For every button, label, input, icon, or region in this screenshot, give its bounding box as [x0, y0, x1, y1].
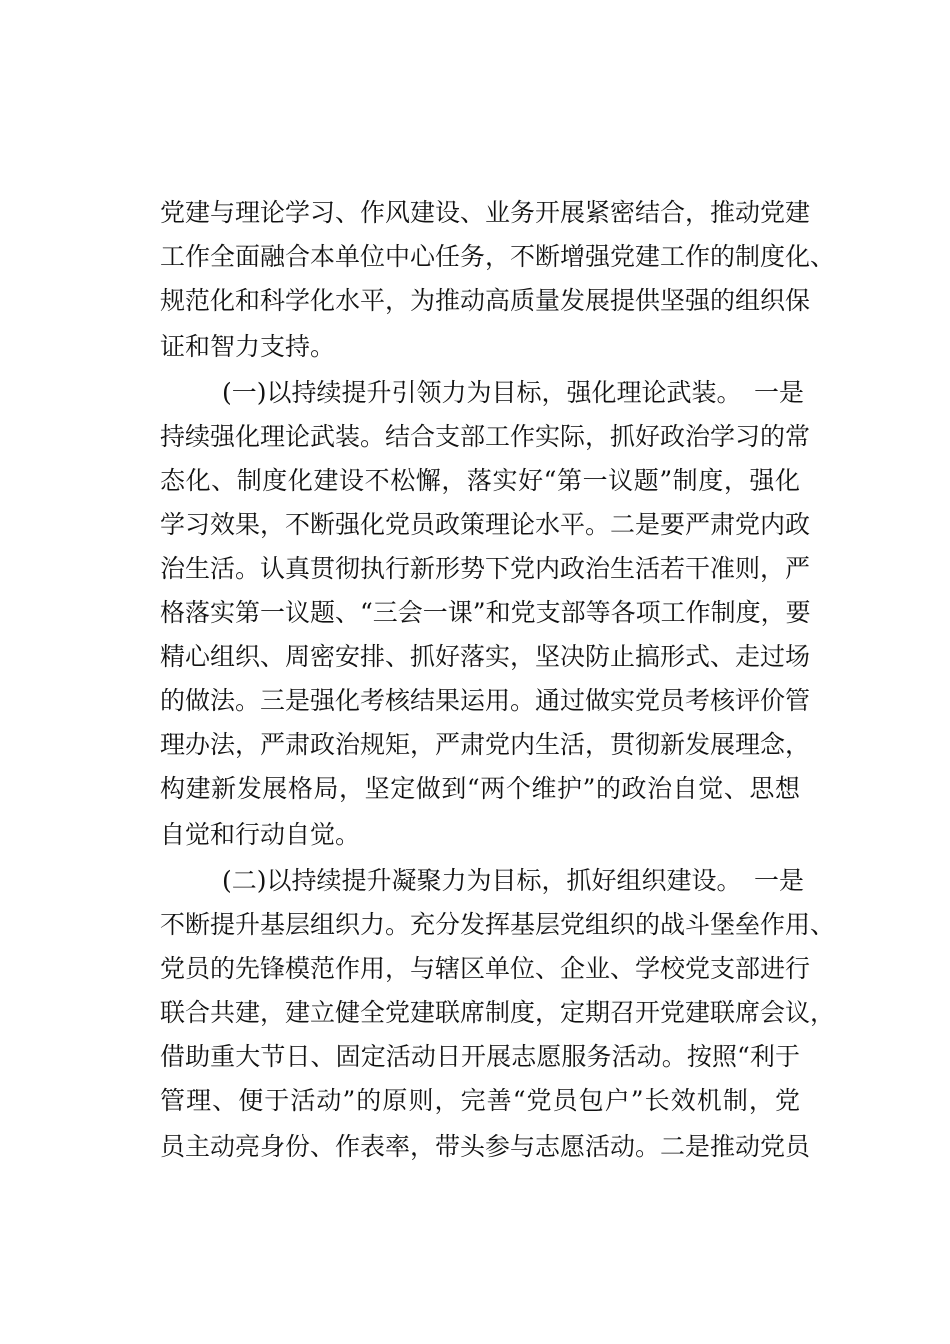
text-line: 态化、制度化建设不松懈，落实好“第一议题”制度，强化 — [160, 466, 800, 495]
text-line: 员主动亮身份、作表率，带头参与志愿活动。二是推动党员 — [160, 1132, 811, 1161]
text-line: 学习效果，不断强化党员政策理论水平。二是要严肃党内政 — [160, 510, 811, 539]
text-line: 党员的先锋模范作用，与辖区单位、企业、学校党支部进行 — [160, 954, 811, 983]
text-line: 格落实第一议题、“三会一课”和党支部等各项工作制度，要 — [160, 598, 811, 627]
text-line: 精心组织、周密安排、抓好落实，坚决防止搞形式、走过场 — [160, 642, 811, 671]
text-line: 规范化和科学化水平，为推动高质量发展提供坚强的组织保 — [160, 286, 811, 315]
text-line: 联合共建，建立健全党建联席制度，定期召开党建联席会议， — [160, 998, 836, 1027]
paragraph-heading-line: (二)以持续提升凝聚力为目标，抓好组织建设。 一是 — [222, 866, 805, 895]
text-line: 管理、便于活动”的原则，完善“党员包户”长效机制，党 — [160, 1086, 800, 1115]
text-line: 自觉和行动自觉。 — [160, 820, 361, 849]
paragraph-heading-line: (一)以持续提升引领力为目标，强化理论武装。 一是 — [222, 378, 805, 407]
text-line: 不断提升基层组织力。充分发挥基层党组织的战斗堡垒作用、 — [160, 910, 836, 939]
text-line: 工作全面融合本单位中心任务，不断增强党建工作的制度化、 — [160, 242, 836, 271]
text-line: 党建与理论学习、作风建设、业务开展紧密结合，推动党建 — [160, 198, 811, 227]
text-line: 的做法。三是强化考核结果运用。通过做实党员考核评价管 — [160, 686, 811, 715]
text-line: 构建新发展格局，坚定做到“两个维护”的政治自觉、思想 — [160, 774, 800, 803]
text-line: 持续强化理论武装。结合支部工作实际，抓好政治学习的常 — [160, 422, 811, 451]
text-line: 证和智力支持。 — [160, 332, 336, 361]
text-line: 借助重大节日、固定活动日开展志愿服务活动。按照“利于 — [160, 1042, 800, 1071]
text-line: 理办法，严肃政治规矩，严肃党内生活，贯彻新发展理念， — [160, 730, 811, 759]
text-line: 治生活。认真贯彻执行新形势下党内政治生活若干准则，严 — [160, 554, 811, 583]
